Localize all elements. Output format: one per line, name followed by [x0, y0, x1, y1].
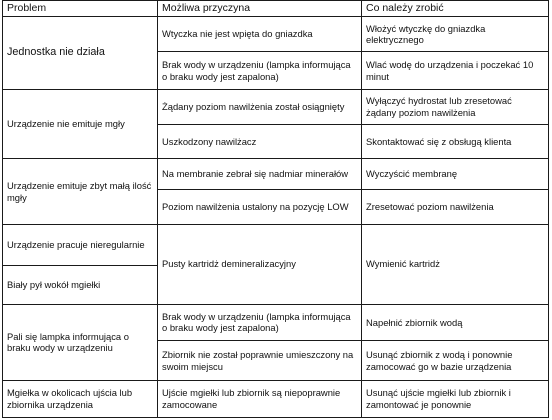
table-header-row — [3, 1, 549, 17]
action-cell: Usunąć ujście mgiełki lub zbiornik i zamontować je ponownie — [362, 381, 549, 418]
table-row — [3, 381, 549, 418]
table-row — [3, 17, 549, 52]
problem-cell: Biały pył wokół mgiełki — [3, 265, 158, 304]
action-cell: Zresetować poziom nawilżenia — [362, 190, 549, 225]
action-cell: Usunąć zbiornik z wodą i ponownie zamocować go w bazie urządzenia — [362, 341, 549, 381]
cause-cell: Brak wody w urządzeniu (lampka informująca o braku wody jest zapalona) — [158, 304, 362, 341]
header-action: Co należy zrobić — [362, 1, 549, 17]
problem-cell: Jednostka nie działa — [3, 17, 158, 90]
problem-cell: Pali się lampka informująca o braku wody w urządzeniu — [3, 304, 158, 381]
action-cell: Wyczyścić membranę — [362, 159, 549, 190]
cause-cell: Wtyczka nie jest wpięta do gniazdka — [158, 17, 362, 52]
action-cell: Włożyć wtyczkę do gniazdka elektrycznego — [362, 17, 549, 52]
table-row — [3, 159, 549, 190]
action-cell: Wymienić kartridż — [362, 224, 549, 304]
problem-cell: Urządzenie emituje zbyt małą ilość mgły — [3, 159, 158, 224]
problem-cell: Urządzenie nie emituje mgły — [3, 90, 158, 159]
cause-cell: Żądany poziom nawilżenia został osiągnięty — [158, 90, 362, 125]
cause-cell: Uszkodzony nawilżacz — [158, 124, 362, 159]
problem-cell: Urządzenie pracuje nieregularnie — [3, 224, 158, 265]
cause-cell: Zbiornik nie został poprawnie umieszczony na swoim miejscu — [158, 341, 362, 381]
action-cell: Skontaktować się z obsługą klienta — [362, 124, 549, 159]
action-cell: Napełnić zbiornik wodą — [362, 304, 549, 341]
action-cell: Wlać wodę do urządzenia i poczekać 10 minut — [362, 52, 549, 90]
troubleshooting-table — [2, 0, 549, 418]
header-problem: Problem — [3, 1, 158, 17]
cause-cell: Brak wody w urządzeniu (lampka informująca o braku wody jest zapalona) — [158, 52, 362, 90]
cause-cell: Na membranie zebrał się nadmiar minerałów — [158, 159, 362, 190]
problem-cell: Mgiełka w okolicach ujścia lub zbiornika urządzenia — [3, 381, 158, 418]
cause-cell: Ujście mgiełki lub zbiornik są niepoprawnie zamocowane — [158, 381, 362, 418]
table-row — [3, 304, 549, 341]
table-row — [3, 90, 549, 125]
cause-cell: Pusty kartridż demineralizacyjny — [158, 224, 362, 304]
cause-cell: Poziom nawilżenia ustalony na pozycję LOW — [158, 190, 362, 225]
action-cell: Wyłączyć hydrostat lub zresetować żądany poziom nawilżenia — [362, 90, 549, 125]
header-cause: Możliwa przyczyna — [158, 1, 362, 17]
table-row — [3, 224, 549, 265]
